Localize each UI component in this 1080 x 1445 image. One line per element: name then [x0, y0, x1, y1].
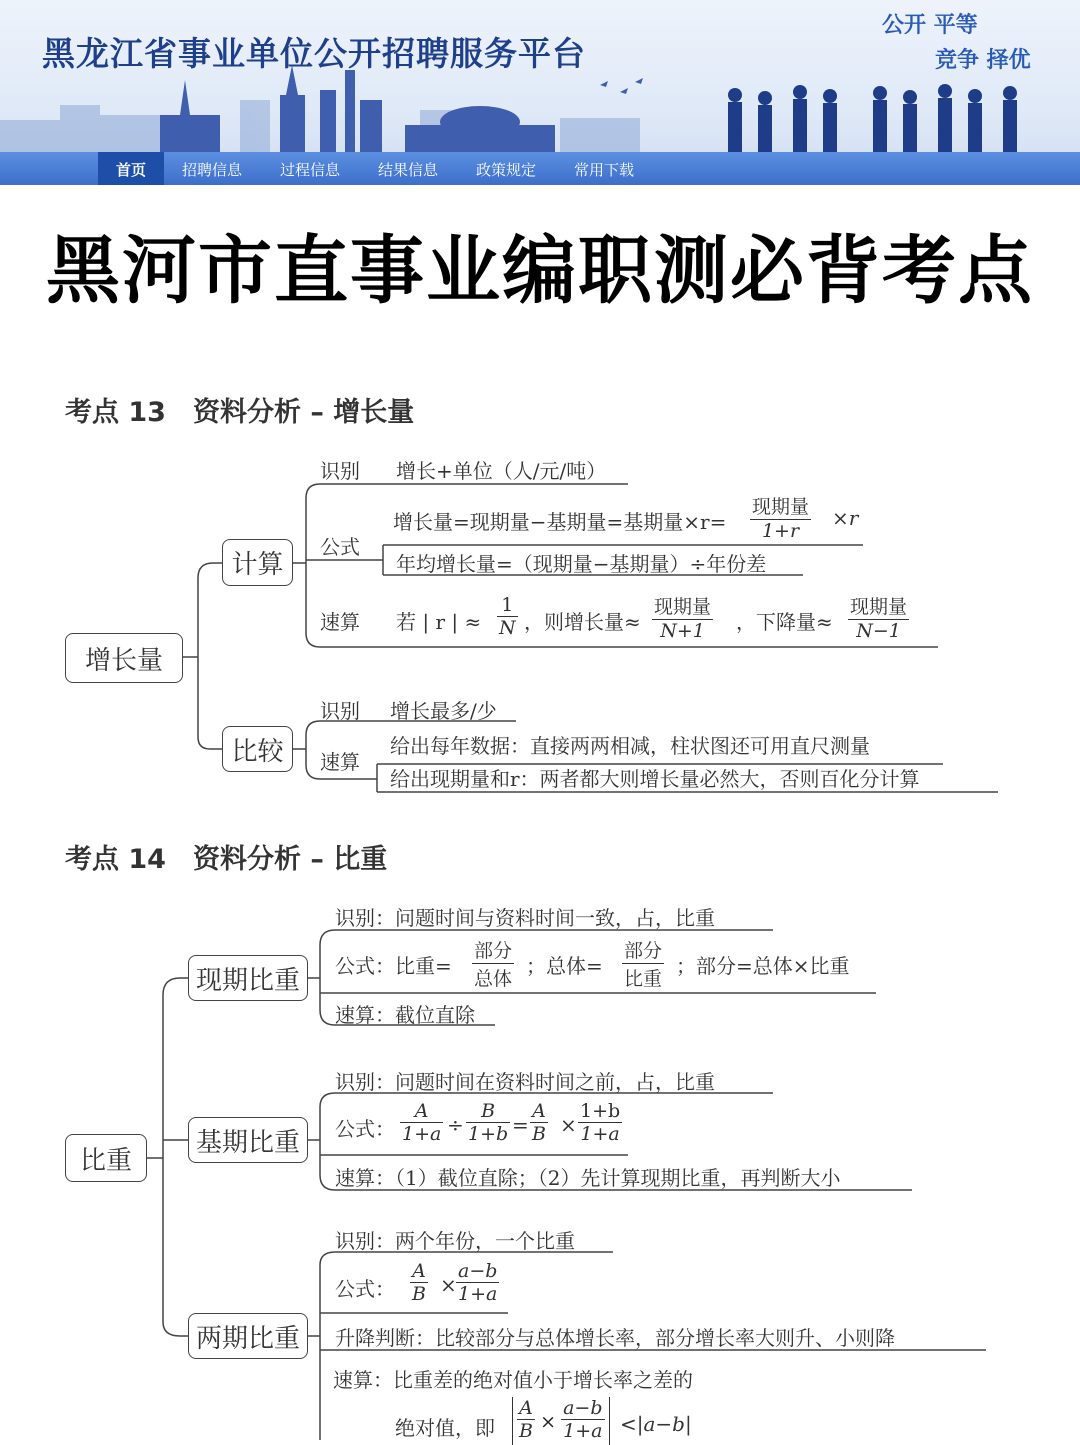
quick-mid: ，则增长量≈	[524, 610, 641, 634]
quick-label: 速算	[320, 610, 360, 634]
abs-value-bars	[512, 1397, 610, 1445]
two-quick-2-pre: 绝对值，即	[395, 1416, 495, 1440]
nav-item-policy[interactable]: 政策规定	[476, 161, 537, 179]
cmp-quick-1: 给出每年数据：直接两两相减，柱状图还可用直尺测量	[390, 734, 870, 758]
quick-frac-1-over-n: $\frac{1}{N}$	[499, 594, 516, 639]
two-quick-frac-2: $\frac{a-b}{1+a}$	[563, 1397, 603, 1442]
two-formula-pre: 公式：	[335, 1277, 395, 1301]
formula-1-text: 增长量=现期量−基期量=基期量×r=	[393, 510, 727, 534]
page-headline: 黑河市直事业编职测必背考点	[46, 228, 1034, 314]
node-two-period-proportion: 两期比重	[188, 1313, 308, 1359]
base-formula-pre: 公式：	[335, 1117, 395, 1141]
base-frac-2: $\frac{B}{1+b}$	[468, 1100, 509, 1145]
formula-label: 公式	[320, 535, 360, 559]
two-identify: 识别：两个年份，一个比重	[335, 1229, 575, 1253]
nav-item-home[interactable]: 首页	[116, 161, 147, 179]
base-frac-1: $\frac{A}{1+a}$	[402, 1100, 442, 1145]
base-quick: 速算：（1）截位直除；（2）先计算现期比重，再判断大小	[335, 1166, 841, 1190]
formula-2-text: 年均增长量=（现期量−基期量）÷年份差	[396, 552, 767, 576]
two-quick-1: 速算：比重差的绝对值小于增长率之差的	[333, 1368, 693, 1392]
current-frac-part-total: 部分 总体	[472, 936, 514, 991]
current-quick: 速算：截位直除	[335, 1003, 475, 1027]
base-op-1: ÷	[447, 1113, 464, 1137]
two-quick-op: ×	[540, 1411, 556, 1433]
node-calc: 计算	[222, 539, 293, 586]
node-base-proportion: 基期比重	[188, 1117, 308, 1163]
quick-frac-increase: 现期量 N+1	[652, 592, 713, 642]
two-op: ×	[440, 1273, 457, 1297]
quick-condition: 若 | r | ≈	[396, 610, 482, 634]
slogan-line-1: 公开 平等	[882, 13, 978, 38]
quick-frac-decrease: 现期量 N−1	[848, 592, 909, 642]
site-title: 黑龙江省事业单位公开招聘服务平台	[42, 34, 586, 73]
slogan-line-2: 竞争 择优	[935, 48, 1031, 73]
cmp-quick-2: 给出现期量和r：两者都大则增长量必然大，否则百化分计算	[390, 767, 920, 791]
two-judge: 升降判断：比较部分与总体增长率，部分增长率大则升、小则降	[335, 1326, 895, 1350]
section-13-title: 考点 13 资料分析 – 增长量	[65, 397, 415, 428]
nav-item-results[interactable]: 结果信息	[378, 161, 439, 179]
node-growth-amount: 增长量	[65, 633, 183, 683]
section-14-title: 考点 14 资料分析 – 比重	[65, 844, 388, 875]
cmp-identify-label: 识别	[320, 699, 360, 723]
cmp-quick-label: 速算	[320, 750, 360, 774]
base-frac-4: $\frac{1+b}{1+a}$	[580, 1100, 621, 1145]
calc-identify-label: 识别	[320, 459, 360, 483]
formula-1-tail: ×r	[832, 506, 859, 530]
base-op-3: ×	[560, 1113, 577, 1137]
nav-item-process[interactable]: 过程信息	[280, 161, 341, 179]
base-identify: 识别：问题时间在资料时间之前，占，比重	[335, 1070, 715, 1094]
current-formula-tail: ；部分=总体×比重	[676, 954, 850, 978]
calc-identify-text: 增长+单位（人/元/吨）	[396, 459, 607, 483]
cmp-identify-text: 增长最多/少	[390, 699, 497, 723]
two-quick-2-tail: <|a−b|	[620, 1412, 692, 1436]
current-formula-mid: ；总体=	[526, 954, 603, 978]
quick-mid-2: ，下降量≈	[736, 610, 833, 634]
nav-item-downloads[interactable]: 常用下载	[574, 161, 635, 179]
formula-1-fraction: 现期量 1+r	[750, 492, 811, 542]
base-frac-3: $\frac{A}{B}$	[532, 1100, 546, 1145]
node-proportion: 比重	[65, 1134, 147, 1182]
two-frac-a-b: $\frac{A}{B}$	[412, 1260, 426, 1305]
base-op-2: =	[512, 1113, 529, 1137]
current-frac-part-ratio: 部分 比重	[622, 936, 664, 991]
two-frac-diff: $\frac{a-b}{1+a}$	[458, 1260, 498, 1305]
nav-item-recruit[interactable]: 招聘信息	[182, 161, 243, 179]
current-identify: 识别：问题时间与资料时间一致，占，比重	[335, 906, 715, 930]
node-current-proportion: 现期比重	[188, 955, 308, 1001]
two-quick-frac-1: $\frac{A}{B}$	[519, 1397, 533, 1442]
node-compare: 比较	[222, 726, 293, 772]
current-formula-pre: 公式：比重=	[335, 954, 452, 978]
